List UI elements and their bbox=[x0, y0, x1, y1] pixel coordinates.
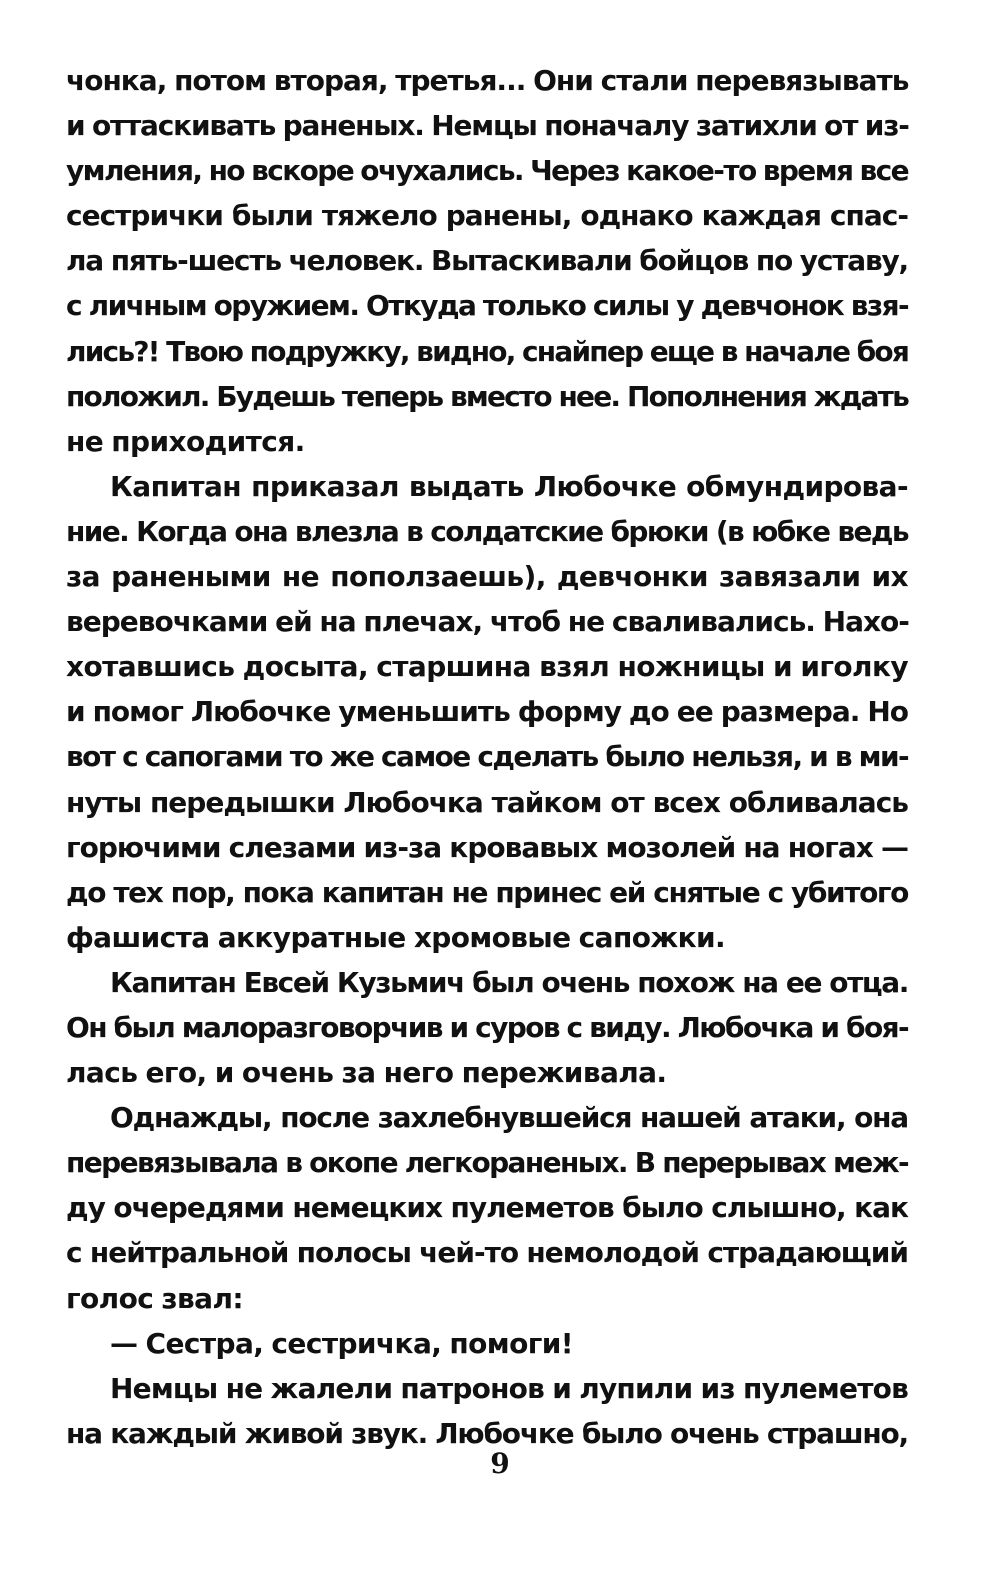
text-line: сестрички были тяжело ранены, однако каждая спас- bbox=[66, 199, 908, 233]
text-line: хотавшись досыта, старшина взял ножницы и иголку bbox=[66, 650, 908, 684]
text-line: ла пять-шесть человек. Вытаскивали бойцов по уставу, bbox=[66, 244, 908, 278]
text-line: веревочками ей на плечах, чтоб не сваливались. Нахо- bbox=[66, 605, 909, 639]
text-line: и оттаскивать раненых. Немцы поначалу затихли от из- bbox=[66, 109, 909, 143]
text-line: за ранеными не поползаешь), девчонки завязали их bbox=[66, 560, 908, 594]
text-line: ду очередями немецких пулеметов было слышно, как bbox=[66, 1191, 908, 1225]
text-line: на каждый живой звук. Любочке было очень страшно, bbox=[66, 1416, 908, 1450]
text-line: Немцы не жалели патронов и лупили из пулеметов bbox=[110, 1371, 908, 1405]
text-line: лись?! Твою подружку, видно, снайпер еще в начале боя bbox=[66, 334, 908, 368]
text-line: до тех пор, пока капитан не принес ей снятые с убитого bbox=[66, 875, 908, 909]
text-line: фашиста аккуратные хромовые сапожки. bbox=[66, 920, 726, 954]
text-line: Капитан приказал выдать Любочке обмундирова- bbox=[110, 469, 908, 503]
text-line: голос звал: bbox=[66, 1281, 243, 1315]
text-line: горючими слезами из-за кровавых мозолей на ногах — bbox=[66, 830, 908, 864]
text-line: Капитан Евсей Кузьмич был очень похож на ее отца. bbox=[110, 965, 908, 999]
text-line: не приходится. bbox=[66, 424, 305, 458]
page-number: 9 bbox=[490, 1447, 510, 1480]
text-line: чонка, потом вторая, третья... Они стали перевязывать bbox=[66, 64, 909, 97]
text-line: вот с сапогами то же самое сделать было нельзя, и в ми- bbox=[66, 740, 908, 774]
text-line: умления, но вскоре очухались. Через какое-то время все bbox=[66, 154, 909, 188]
text-line: с нейтральной полосы чей-то немолодой страдающий bbox=[66, 1236, 908, 1270]
text-line: ние. Когда она влезла в солдатские брюки (в юбке ведь bbox=[66, 514, 908, 548]
text-line: с личным оружием. Откуда только силы у девчонок взя- bbox=[66, 289, 908, 323]
text-line: и помог Любочке уменьшить форму до ее размера. Но bbox=[66, 695, 908, 729]
text-line: лась его, и очень за него переживала. bbox=[66, 1056, 667, 1090]
text-line: перевязывала в окопе легкораненых. В перерывах меж- bbox=[66, 1146, 908, 1180]
body-text bbox=[66, 58, 908, 1456]
text-line: Однажды, после захлебнувшейся нашей атаки, она bbox=[110, 1101, 908, 1135]
text-line: нуты передышки Любочка тайком от всех обливалась bbox=[66, 785, 908, 819]
text-line: — Сестра, сестричка, помоги! bbox=[110, 1326, 573, 1360]
text-line: положил. Будешь теперь вместо нее. Пополнения ждать bbox=[66, 379, 908, 413]
text-line: Он был малоразговорчив и суров с виду. Любочка и боя- bbox=[66, 1010, 908, 1044]
